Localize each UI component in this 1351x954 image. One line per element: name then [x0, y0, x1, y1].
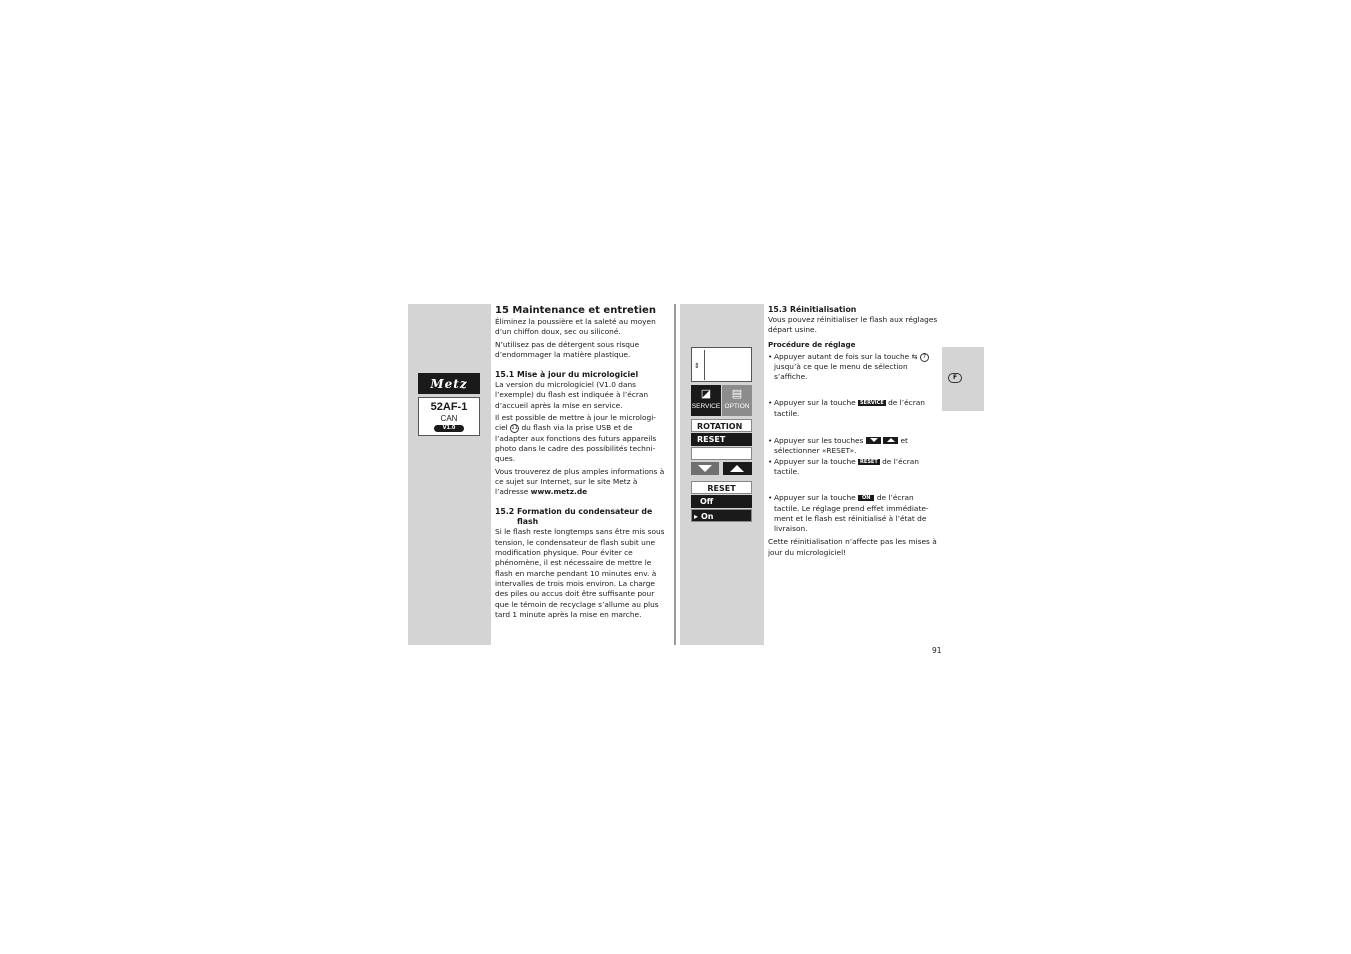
section-15-1-p2: Il est possible de mettre à jour le micrologi-ciel 11 du flash via la prise USB et de l’adapter aux fonctions des futurs appareils photo dans le cadre des possibilités techni-ques. [495, 413, 657, 464]
metz-logo: Metz [418, 373, 480, 394]
option-icon: ▤ [731, 387, 743, 400]
reset-note: Cette réinitialisation n’affecte pas les mises à jour du micrologiciel! [768, 537, 937, 557]
section-15-1-p1: La version du micrologiciel (V1.0 dans l’exemple) du flash est indiquée à l’écran d’accueil après la mise en service. [495, 380, 649, 410]
section-15-2-title-line1: 15.2 Formation du condensateur de [495, 507, 653, 517]
service-button[interactable] [691, 385, 721, 416]
step-4: • Appuyer sur la touche RESET de l’écran tactile. [768, 457, 941, 478]
reference-number-7: 7 [920, 353, 929, 362]
page-divider [674, 304, 676, 645]
reset-header: RESET [691, 481, 752, 494]
section-15-2-p1: Si le flash reste longtemps sans être mis sous tension, le condensateur de flash subit une modification physique. Pour éviter ce phénomène, il est nécessaire de mettre le flash en marche pendant 10 minutes env. à intervalles de trois mois environ. La charge des piles ou accus doit être suffisante pour que le témoin de recyclage s’allume au plus tard 1 minute après la mise en marche. [495, 527, 665, 619]
reference-number-11: 11 [511, 425, 518, 432]
reset-item-selected[interactable]: RESET [691, 433, 752, 446]
step-5: • Appuyer sur la touche ON de l’écran tactile. Le réglage prend effet immédiate-ment et le flash est réinitialisé à l’état de livraison. [768, 493, 941, 534]
right-column-text [768, 305, 941, 560]
selected-pointer-icon: ▸ [694, 512, 699, 521]
left-margin-panel [408, 304, 491, 645]
empty-list-item [691, 447, 752, 460]
display-screen [418, 397, 480, 436]
step-3: • Appuyer sur les touches et sélectionner «RESET». [768, 436, 941, 457]
flash-display-illustration [418, 373, 480, 436]
section-15-2-title-line2: flash [517, 517, 539, 527]
arrow-down-key-icon [866, 437, 881, 444]
section-15-3-intro: Vous pouvez réinitialiser le flash aux réglages départ usine. [768, 315, 938, 335]
procedure-title: Procédure de réglage [768, 339, 856, 349]
reset-on-option[interactable]: ▸ On [691, 509, 752, 522]
model-variant: CAN [440, 414, 458, 423]
arrow-down-icon [698, 465, 712, 472]
scroll-down-button[interactable] [691, 462, 719, 475]
rotation-item[interactable]: ROTATION [691, 419, 752, 432]
language-tab [942, 347, 984, 411]
service-icon: ◪ [700, 387, 712, 400]
service-menu-screen [691, 385, 752, 416]
metz-website-link[interactable]: www.metz.de [530, 487, 588, 497]
on-key: ON [858, 495, 874, 501]
reset-key: RESET [860, 458, 878, 465]
section-15-3-title: 15.3 Réinitialisation [768, 305, 857, 314]
service-label: SERVICE [691, 403, 721, 410]
option-button[interactable] [722, 385, 752, 416]
service-key: SERVICE [860, 400, 884, 407]
section-15-p1: Éliminez la poussière et la saleté au moyen d’un chiffon doux, sec ou siliconé. [495, 317, 656, 337]
mode-switch-icon: ⇆ [911, 352, 918, 361]
section-15-1-p3: Vous trouverez de plus amples informations à ce sujet sur Internet, sur le site Metz à l’adresse www.metz.de [495, 466, 665, 497]
step-2: • Appuyer sur la touche SERVICE de l’écran tactile. [768, 398, 941, 419]
left-column-text [495, 305, 665, 622]
scroll-up-button[interactable] [723, 462, 752, 475]
reset-off-option[interactable]: Off [691, 495, 752, 508]
section-15-title: 15 Maintenance et entretien [495, 305, 656, 316]
page-number: 91 [932, 646, 942, 655]
arrow-up-key-icon [883, 437, 898, 444]
zoom-arrows-icon: ⇕ [694, 362, 700, 370]
flash-screen-partial [691, 347, 752, 382]
arrow-up-icon [730, 465, 744, 472]
section-15-1-title: 15.1 Mise à jour du micrologiciel [495, 370, 639, 380]
version-badge: V1.0 [434, 425, 464, 432]
language-badge: F [948, 373, 962, 383]
section-15-p2: N’utilisez pas de détergent sous risque d’endommager la matière plastique. [495, 339, 640, 359]
option-label: OPTION [724, 403, 750, 410]
model-name: 52AF-1 [430, 401, 468, 413]
step-1: • Appuyer autant de fois sur la touche ⇆ 7 jusqu’à ce que le menu de sélection s’affiche. [768, 352, 941, 383]
